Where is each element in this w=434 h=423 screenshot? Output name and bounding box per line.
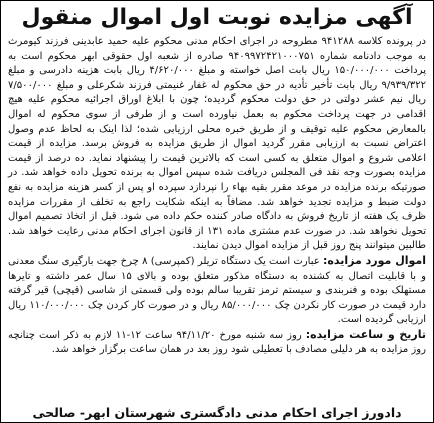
property-label: اموال مورد مزایده: — [322, 253, 426, 267]
notice-body — [1, 33, 433, 358]
intro-paragraph: در پرونده کلاسه ۹۴۱۲۸۸ مطروحه در اجرای احکام مدنی محکوم علیه حمید عابدینی فرزند کیومرث به موجب دادنامه شماره ۹۴۰۹۹۷۲۴۲۱۰۰۰۷۵۱ صادره از شعبه اول حقوقی ابهر محکوم است به پرداخت ۱۵۰/۰۰۰/۰۰۰ ریال بابت اصل خواسته و مبلغ ۴/۶۲۰/۰۰۰ ریال بابت هزینه دادرسی و مبلغ ۹/۹۳۹/۳۲۲ ریال بابت تأخیر تأدیه در حق محکوم له غفار غنیمتی فرزند شکرعلی و مبلغ ۷/۵۰۰/۰۰۰ ریال نیم عشر دولتی در حق دولت محکوم گردیده؛ چون با ابلاغ اوراق اجرائیه محکوم علیه هیچ اقدامی در جهت پرداخت محکوم به بعمل نیاورده است و از طرفی از سوی محکوم له اموال بالمعارض محکوم علیه توقیف و از طریق خبره محلی ارزیابی شده؛ لذا اینک به لحاظ عدم وصول اعتراض نسبت به ارزیابی مقرر گردید اموال از طریق مزایده به فروش برسد. مزایده از قیمت اعلامی شروع و اموال متعلق به کسی است که بالاترین قیمت را پیشنهاد نماید. ده درصد از قیمت مزایده بصورت وجه نقد فی المجلس دریافت شده سپس اموال به برنده تحویل داده خواهد شد. در صورتیکه برنده مزایده در موعد مقرر بقیه بهاء را نپردازد سپرده او پس از کسر هزینه مزایده به نفع دولت ضبط و مزایده تجدید خواهد شد. مضافاً به اینکه شکایت راجع به تخلف از مقررات مزایده ظرف یک هفته از تاریخ فروش به دادگاه صادر کننده حکم داده می شود. قبل از اتخاذ تصمیم اموال تحویل نخواهد شد. در صورت عدم مشتری ماده ۱۳۱ از قانون اجرای احکام مدنی رعایت خواهد شد. طالبین میتوانند پنج روز قبل از مزایده اموال دیدن نمایند. — [8, 36, 427, 252]
date-text: روز سه شنبه مورخ ۹۴/۱۱/۲۰ ساعت ۱۲-۱۱ لازم به ذکر است چنانچه روز مزایده به هر دلیلی مصادف با تعطیلی شود روز بعد در همان ساعت برگزار خواهد شد. — [8, 329, 426, 356]
notice-title: آگهی مزایده نوبت اول اموال منقول — [21, 5, 413, 30]
property-paragraph — [8, 254, 426, 328]
date-paragraph — [8, 328, 426, 358]
property-text: عبارت است یک دستگاه تریلر (کمپرسی) ۸ چرخ جهت بارگیری سنگ معدنی و با قابلیت اتصال به کشنده به دستگاه مذکور متعلق بوده و بالای ۱۵ سال عمر داشته و تایرها مستهلک بوده و فنربندی و سیستم ترمز تقریبا سالم بوده ولی قسمتی از شاسی (قیچی) قیر گرفته دارد قیمت در صورت کار نکردن چک ۸۵/۰۰۰/۰۰۰ ریال و در صورت کار کردن چک ۱۱۰/۰۰۰/۰۰۰ ریال ارزیابی گردیده است. — [8, 255, 427, 326]
signature-line: دادورز اجرای احکام مدنی دادگستری شهرستان ابهر- صالحی — [32, 405, 402, 420]
date-label: تاریخ و ساعت مزایده: — [305, 327, 426, 341]
